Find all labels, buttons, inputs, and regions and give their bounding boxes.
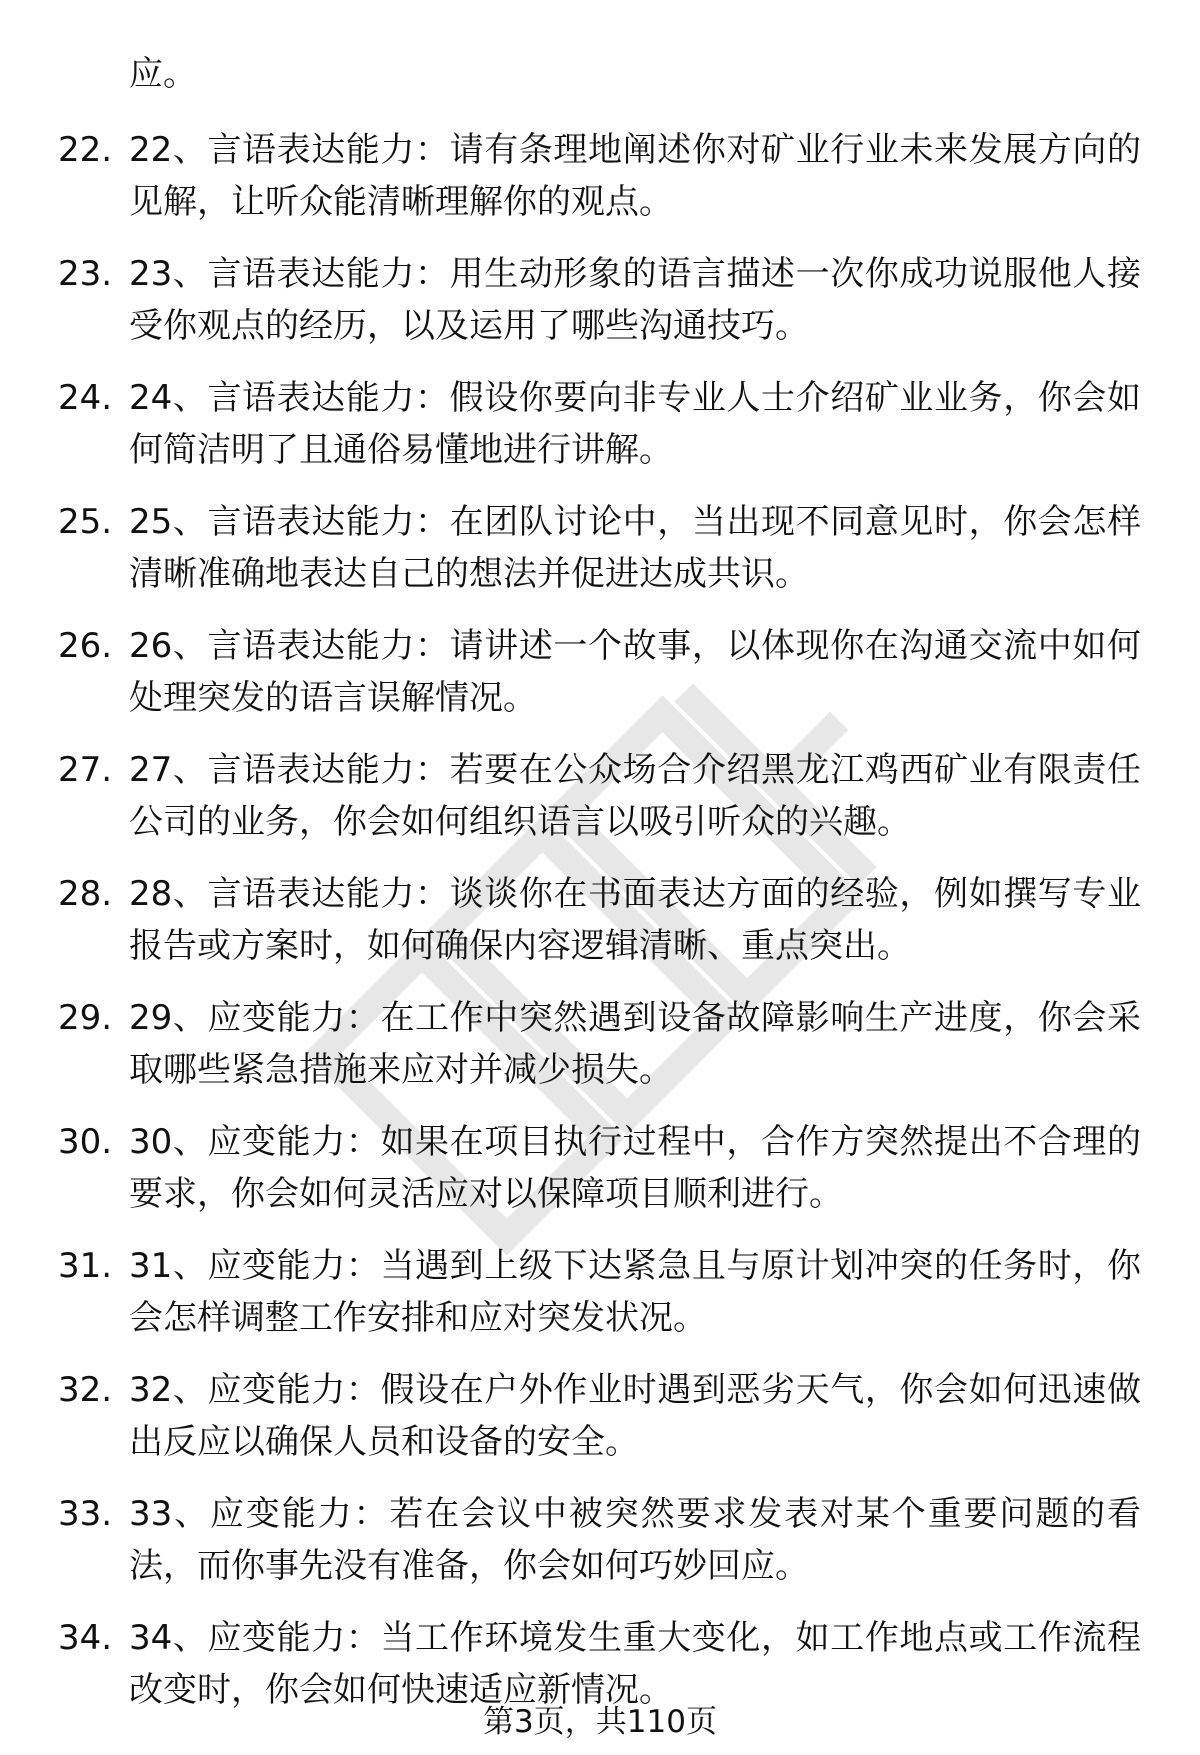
list-item [0,620,1200,744]
item-number: 28. [58,874,113,914]
item-number: 31. [58,1246,113,1286]
item-number: 24. [58,378,113,418]
item-number: 30. [58,1122,113,1162]
item-text: 25、言语表达能力：在团队讨论中，当出现不同意见时，你会怎样清晰准确地表达自己的想法并促进达成共识。 [129,502,1141,594]
item-number: 29. [58,998,113,1038]
item-text: 26、言语表达能力：请讲述一个故事，以体现你在沟通交流中如何处理突发的语言误解情况。 [129,626,1141,718]
list-item [0,1488,1200,1612]
list-item [0,248,1200,372]
item-number: 34. [58,1618,113,1658]
item-number: 25. [58,502,113,542]
list-item [0,372,1200,496]
question-list [0,124,1200,1736]
item-text: 31、应变能力：当遇到上级下达紧急且与原计划冲突的任务时，你会怎样调整工作安排和应对突发状况。 [129,1246,1141,1338]
item-text: 27、言语表达能力：若要在公众场合介绍黑龙江鸡西矿业有限责任公司的业务，你会如何组织语言以吸引听众的兴趣。 [129,750,1141,842]
item-text: 34、应变能力：当工作环境发生重大变化，如工作地点或工作流程改变时，你会如何快速适应新情况。 [129,1618,1141,1710]
list-item [0,1364,1200,1488]
list-item [0,744,1200,868]
item-text: 29、应变能力：在工作中突然遇到设备故障影响生产进度，你会采取哪些紧急措施来应对并减少损失。 [129,998,1141,1090]
list-item [0,496,1200,620]
item-text: 23、言语表达能力：用生动形象的语言描述一次你成功说服他人接受你观点的经历，以及运用了哪些沟通技巧。 [129,254,1141,346]
continuation-text: 应。 [129,54,197,94]
item-number: 32. [58,1370,113,1410]
item-text: 24、言语表达能力：假设你要向非专业人士介绍矿业业务，你会如何简洁明了且通俗易懂地进行讲解。 [129,378,1141,470]
list-item [0,1240,1200,1364]
item-number: 23. [58,254,113,294]
item-number: 22. [58,130,113,170]
list-item [0,992,1200,1116]
list-item [0,868,1200,992]
item-text: 33、应变能力：若在会议中被突然要求发表对某个重要问题的看法，而你事先没有准备，你会如何巧妙回应。 [129,1494,1141,1586]
item-number: 26. [58,626,113,666]
page-footer: 第3页，共110页 [483,1704,717,1740]
list-item [0,1116,1200,1240]
list-item [0,124,1200,248]
item-text: 30、应变能力：如果在项目执行过程中，合作方突然提出不合理的要求，你会如何灵活应对以保障项目顺利进行。 [129,1122,1141,1214]
item-number: 33. [58,1494,113,1534]
item-text: 32、应变能力：假设在户外作业时遇到恶劣天气，你会如何迅速做出反应以确保人员和设备的安全。 [129,1370,1141,1462]
item-text: 28、言语表达能力：谈谈你在书面表达方面的经验，例如撰写专业报告或方案时，如何确保内容逻辑清晰、重点突出。 [129,874,1141,966]
item-number: 27. [58,750,113,790]
item-text: 22、言语表达能力：请有条理地阐述你对矿业行业未来发展方向的见解，让听众能清晰理解你的观点。 [129,130,1141,222]
